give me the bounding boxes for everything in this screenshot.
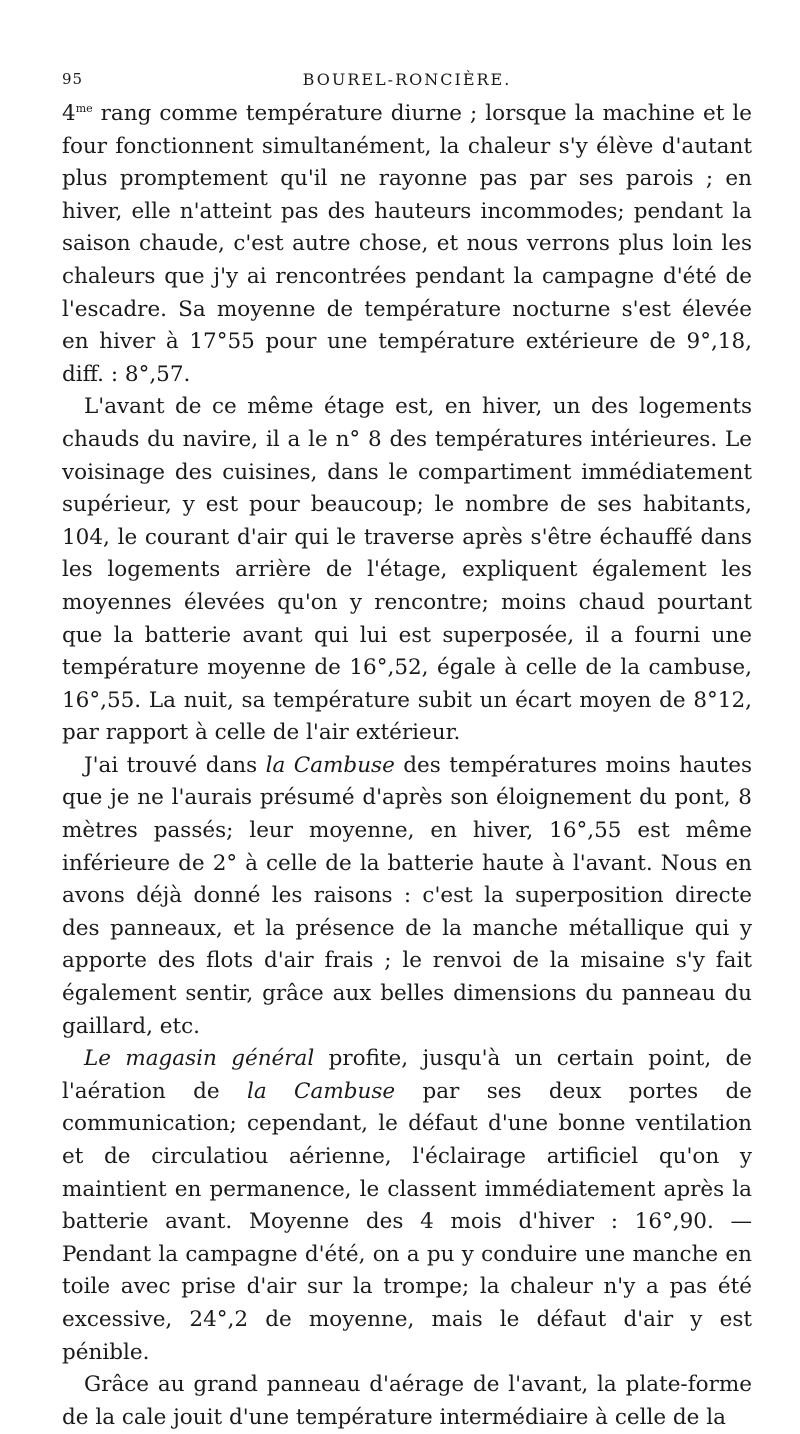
rank-superscript: me [75, 101, 93, 115]
paragraph-3-italic-term: la Cambuse [265, 752, 395, 778]
paragraph-1 [62, 98, 752, 391]
paragraph-4-text-after: par ses deux portes de communication; cependant, le défaut d'une bonne ventilation et de circulatiou aérienne, l'éclairage artificiel qu'on y maintient en permanence, le classent immédiatement après la batterie avant. Moyenne des 4 mois d'hiver : 16°,90. — Pendant la campagne d'été, on a pu y conduire une manche en toile avec prise d'air sur la trompe; la chaleur n'y a pas été excessive, 24°,2 de moyenne, mais le défaut d'air y est pénible. [62, 1078, 752, 1365]
paragraph-4 [62, 1043, 752, 1369]
paragraph-5 [62, 1369, 752, 1434]
body-text [62, 98, 752, 1434]
paragraph-4-italic-lead: Le magasin général [84, 1046, 315, 1072]
running-head [62, 68, 752, 94]
running-title: BOUREL-RONCIÈRE. [302, 70, 512, 89]
page-number: 95 [62, 70, 84, 88]
paragraph-1-text: rang comme température diurne ; lorsque la machine et le four fonctionnent simultanément, la chaleur s'y élève d'autant plus promptement qu'il ne rayonne pas par ses parois ; en hiver, elle n'atteint pas des hauteurs incommodes; pendant la saison chaude, c'est autre chose, et nous verrons plus loin les chaleurs que j'y ai rencontrées pendant la campagne d'été de l'escadre. Sa moyenne de température nocturne s'est élevée en hiver à 17°55 pour une température extérieure de 9°,18, diff. : 8°,57. [62, 101, 752, 387]
paragraph-3-text-before: J'ai trouvé dans [84, 752, 266, 778]
paragraph-4-text-mid: profite, jusqu'à un certain point, de l'aération de [62, 1046, 752, 1104]
paragraph-2 [62, 391, 752, 750]
paragraph-2-text: L'avant de ce même étage est, en hiver, un des logements chauds du navire, il a le n° 8 des températures intérieures. Le voisinage des cuisines, dans le compartiment immédiatement supérieur, y est pour beaucoup; le nombre de ses habitants, 104, le courant d'air qui le traverse après s'être échauffé dans les logements arrière de l'étage, expliquent également les moyennes élevées qu'on y rencontre; moins chaud pourtant que la batterie avant qui lui est superposée, il a fourni une température moyenne de 16°,52, égale à celle de la cambuse, 16°,55. La nuit, sa température subit un écart moyen de 8°12, par rapport à celle de l'air extérieur. [62, 394, 752, 746]
paragraph-5-text: Grâce au grand panneau d'aérage de l'avant, la plate-forme de la cale jouit d'une température intermédiaire à celle de la [62, 1372, 752, 1430]
paragraph-3 [62, 750, 752, 1043]
paragraph-3-text-after: des températures moins hautes que je ne l'aurais présumé d'après son éloignement du pont, 8 mètres passés; leur moyenne, en hiver, 16°,55 est même inférieure de 2° à celle de la batterie haute à l'avant. Nous en avons déjà donné les raisons : c'est la superposition directe des panneaux, et la présence de la manche métallique qui y apporte des flots d'air frais ; le renvoi de la misaine s'y fait également sentir, grâce aux belles dimensions du panneau du gaillard, etc. [62, 752, 752, 1039]
paragraph-4-italic-mid: la Cambuse [246, 1078, 396, 1104]
rank-number: 4 [62, 101, 76, 126]
